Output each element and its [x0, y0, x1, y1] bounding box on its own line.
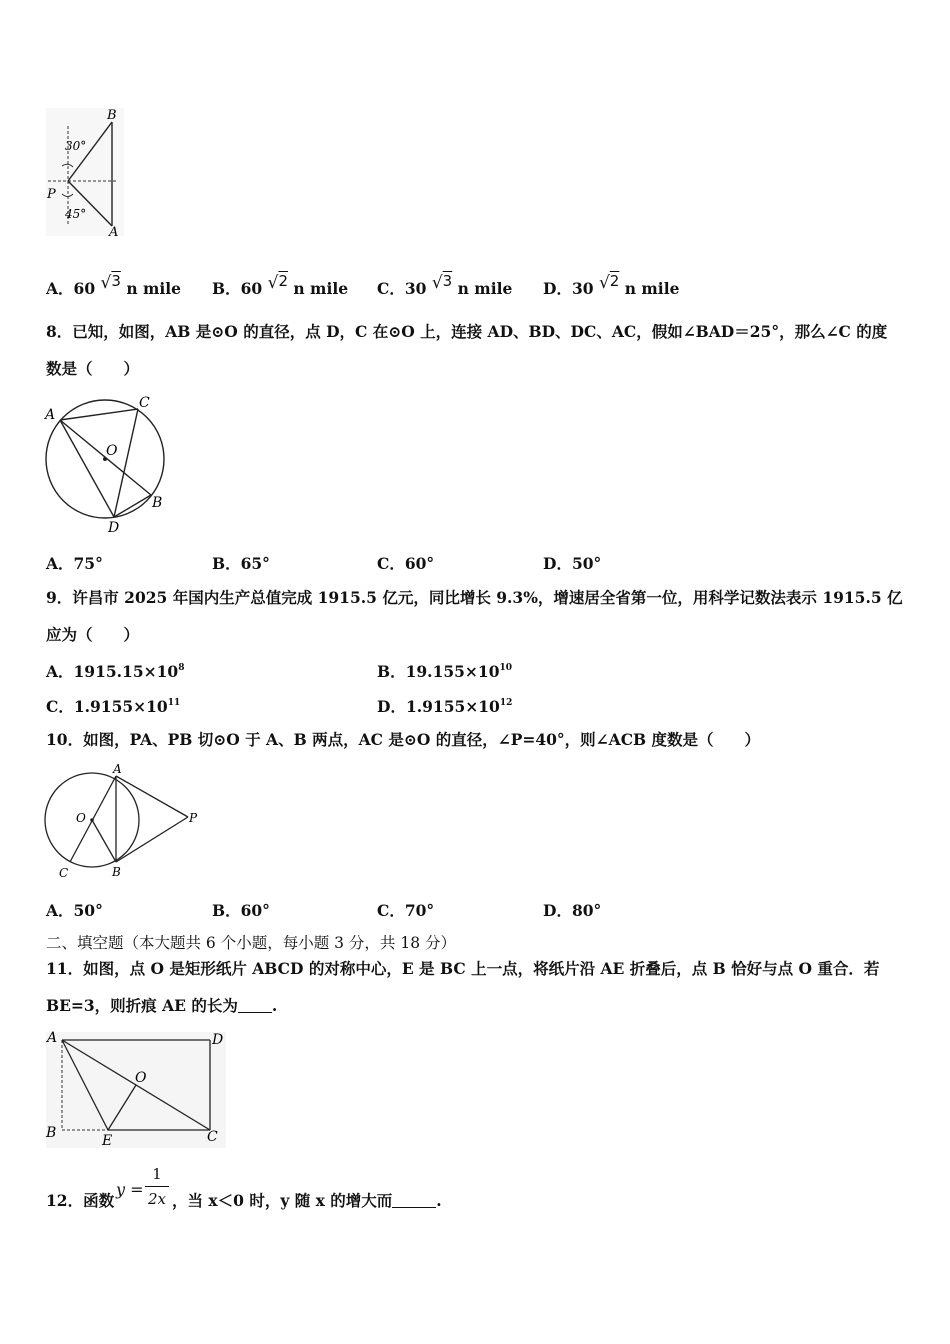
option-unit: n mile — [457, 279, 513, 298]
q7-option-a[interactable] — [46, 272, 181, 299]
q7-option-b[interactable] — [212, 272, 348, 299]
q10-stem: 10．如图，PA、PB 切⊙O 于 A、B 两点，AC 是⊙O 的直径，∠P=40°，则∠ACB 度数是（ ） — [46, 730, 761, 749]
q7-figure — [40, 102, 130, 242]
label-angle-45: 45° — [65, 207, 87, 221]
q8-option-b[interactable]: B．65° — [212, 554, 270, 573]
label-a: A — [113, 762, 122, 776]
option-coefficient: 60 — [240, 279, 263, 298]
sqrt-radicand: 2 — [278, 272, 288, 290]
segment-ad — [60, 420, 114, 517]
option-exponent: 11 — [167, 698, 181, 708]
q12-stem-text: ，当 x＜0 时，y 随 x 的增大而 — [172, 1191, 393, 1210]
segment-ob — [92, 820, 116, 862]
option-letter: C． — [377, 279, 405, 298]
label-a: A — [47, 1030, 58, 1046]
option-letter: B． — [212, 279, 241, 298]
q11-stem-end: . — [271, 996, 278, 1015]
sqrt-radicand: 3 — [111, 272, 121, 290]
q8-stem-line1: 8．已知，如图，AB 是⊙O 的直径，点 D，C 在⊙O 上，连接 AD、BD、DC、AC，假如∠BAD＝25°，那么∠C 的度 — [46, 322, 888, 341]
q10-option-a[interactable]: A．50° — [46, 901, 103, 920]
option-unit: n mile — [624, 279, 680, 298]
q10-option-b[interactable]: B．60° — [212, 901, 270, 920]
q12-stem-rest — [172, 1192, 442, 1211]
sqrt-symbol: √ — [431, 273, 443, 293]
section-title-fill-in: 二、填空题（本大题共 6 个小题，每小题 3 分，共 18 分） — [46, 934, 457, 952]
label-b: B — [46, 1125, 57, 1141]
option-text: B．19.155×10 — [377, 662, 500, 681]
q9-option-b[interactable] — [377, 660, 512, 682]
q10-figure — [40, 762, 205, 884]
answer-blank[interactable] — [392, 1193, 436, 1208]
option-unit: n mile — [126, 279, 182, 298]
option-coefficient: 30 — [404, 279, 427, 298]
label-a: A — [109, 225, 119, 240]
fraction-numerator: 1 — [152, 1165, 162, 1183]
label-d: D — [212, 1032, 224, 1048]
fraction-denominator: 2x — [147, 1190, 166, 1208]
sqrt-symbol: √ — [267, 273, 279, 293]
q9-option-a[interactable] — [46, 660, 184, 682]
fraction-bar — [145, 1186, 169, 1187]
tangent-pa — [116, 776, 188, 817]
option-unit: n mile — [293, 279, 349, 298]
q10-option-d[interactable]: D．80° — [543, 901, 602, 920]
sqrt-radicand: 3 — [442, 272, 453, 290]
q8-stem-line2: 数是（ ） — [46, 359, 140, 378]
q11-figure — [40, 1028, 230, 1150]
q12-stem-end: . — [436, 1191, 442, 1210]
label-o: O — [76, 811, 86, 825]
option-letter: A． — [46, 279, 74, 298]
tangent-pb — [116, 817, 188, 862]
q8-option-d[interactable]: D．50° — [543, 554, 602, 573]
q11-stem-line2 — [46, 997, 277, 1016]
q9-option-c[interactable] — [46, 695, 180, 717]
q12-stem-prefix: 12．函数 — [46, 1191, 115, 1210]
option-text: D．1.9155×10 — [377, 697, 500, 716]
label-b: B — [107, 108, 117, 123]
option-text: C．1.9155×10 — [46, 697, 168, 716]
label-c: C — [139, 395, 150, 411]
option-coefficient: 30 — [571, 279, 594, 298]
q11-stem-text: BE=3，则折痕 AE 的长为 — [46, 996, 238, 1015]
label-p: P — [47, 187, 56, 202]
label-e: E — [102, 1133, 113, 1149]
segment-bd — [114, 495, 151, 517]
label-b: B — [152, 495, 163, 511]
label-angle-30: 30° — [65, 139, 87, 153]
label-p: P — [189, 811, 198, 825]
option-exponent: 8 — [178, 663, 185, 673]
center-point — [90, 818, 94, 822]
label-o: O — [135, 1070, 147, 1086]
q9-option-d[interactable] — [377, 695, 512, 717]
label-c: C — [59, 866, 69, 880]
answer-blank[interactable] — [238, 998, 272, 1013]
label-b: B — [112, 865, 121, 879]
option-coefficient: 60 — [73, 279, 96, 298]
q8-option-c[interactable]: C．60° — [377, 554, 435, 573]
q11-stem-line1: 11．如图，点 O 是矩形纸片 ABCD 的对称中心，E 是 BC 上一点，将纸片沿 AE 折叠后，点 B 恰好与点 O 重合．若 — [46, 959, 880, 978]
q7-option-d[interactable] — [543, 272, 679, 299]
q9-stem-line2: 应为（ ） — [46, 625, 140, 644]
sqrt-radicand: 2 — [609, 272, 620, 290]
label-o: O — [106, 443, 118, 459]
option-exponent: 12 — [499, 698, 513, 708]
q9-stem-line1: 9．许昌市 2025 年国内生产总值完成 1915.5 亿元，同比增长 9.3%，增速居全省第一位，用科学记数法表示 1915.5 亿 — [46, 588, 903, 607]
q7-option-c[interactable] — [377, 272, 512, 299]
option-letter: D． — [543, 279, 572, 298]
q10-option-c[interactable]: C．70° — [377, 901, 435, 920]
q8-figure — [40, 392, 175, 537]
sqrt-symbol: √ — [598, 273, 610, 293]
q8-option-a[interactable]: A．75° — [46, 554, 103, 573]
option-exponent: 10 — [499, 663, 513, 673]
segment-cd — [114, 409, 138, 517]
label-c: C — [207, 1129, 218, 1145]
label-d: D — [108, 520, 120, 536]
label-a: A — [45, 407, 56, 423]
function-y-equals: y = — [116, 1180, 144, 1199]
sqrt-symbol: √ — [100, 273, 112, 293]
option-text: A．1915.15×10 — [46, 662, 179, 681]
